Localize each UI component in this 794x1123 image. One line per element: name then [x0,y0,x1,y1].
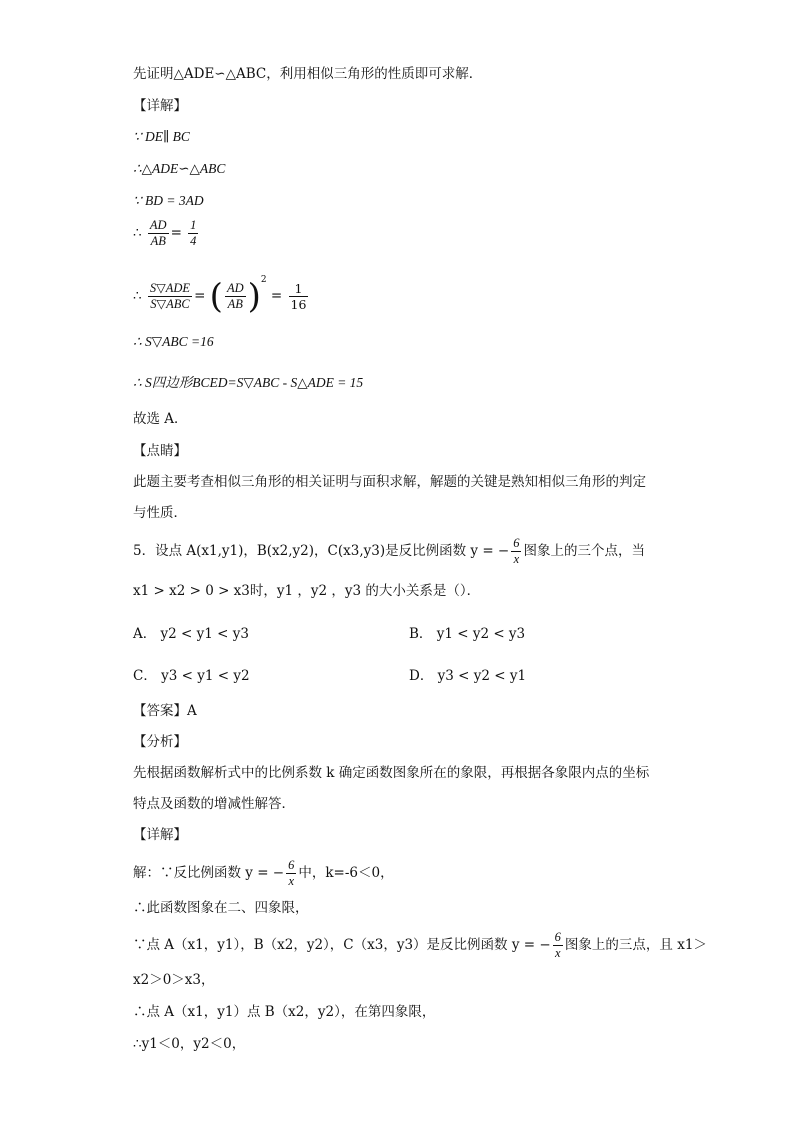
math-fraction-line: ∴ $\frac{\text{S▽ADE}}{\text{S▽ABC}}$ = ( $\frac{AD}{AB}$ )$^2$ = $\frac{1}{16}$ [133,275,307,317]
solution-line: ∴点 A（x1，y1）点 B（x2，y2），在第四象限， [133,1004,436,1020]
solution-line: ∵点 A（x1，y1），B（x2，y2），C（x3，y3）是反比例函数 y = − $\frac{6}{x}$ 图象上的三点，且 x1＞ [133,930,707,960]
question-line: x1 > x2 > 0 > x3时，y1 ，y2 ，y3 的大小关系是（）． [133,583,481,599]
question-line: 5．设点 A(x1,y1)，B(x2,y2)，C(x3,y3)是反比例函数 y = − $\frac{6}{x}$ 图象上的三个点，当 [133,536,645,566]
option-b: B． y1 < y2 < y3 [409,626,526,642]
answer-line: 【答案】A [133,703,197,719]
math-line: ∵ BD = 3AD [133,193,204,208]
section-heading: 【点睛】 [133,443,187,459]
math-fraction-line: ∴ $\frac{AD}{AB}$ = $\frac{1}{4}$ [133,218,197,248]
therefore-symbol: ∴ [133,225,142,241]
solution-line: ∴此函数图象在二、四象限， [133,900,309,916]
section-heading: 【分析】 [133,734,187,750]
fraction: $\frac{AD}{AB}$ [149,218,167,248]
text-line: 先证明△ADE∽△ABC，利用相似三角形的性质即可求解． [133,66,483,82]
text-line: 故选 A． [133,411,188,427]
option-a: A． y2 < y1 < y3 [133,626,249,642]
math-line: ∴△ADE∽△ABC [133,161,226,176]
option-d: D． y3 < y2 < y1 [409,668,527,684]
fraction: $\frac{1}{4}$ [190,218,197,248]
fraction: $\frac{6}{x}$ [288,858,295,888]
math-line: ∵ DE∥ BC [133,129,190,144]
text-line: 此题主要考查相似三角形的相关证明与面积求解，解题的关键是熟知相似三角形的判定 [133,474,646,490]
text-line: 特点及函数的增减性解答． [133,796,295,812]
solution-line: ∴y1＜0，y2＜0， [133,1036,246,1052]
section-heading: 【详解】 [133,827,187,843]
fraction: $\frac{1}{16}$ [290,281,307,312]
option-c: C． y3 < y1 < y2 [133,668,250,684]
solution-line: 解：∵反比例函数 y = − $\frac{6}{x}$ 中，k=-6＜0， [133,858,394,888]
text-line: 与性质． [133,505,187,521]
text-line: 先根据函数解析式中的比例系数 k 确定函数图象所在的象限，再根据各象限内点的坐标 [133,765,650,781]
solution-line: x2＞0＞x3， [133,972,215,988]
math-line: ∴ S▽ABC =16 [133,334,214,349]
fraction: $\frac{6}{x}$ [513,536,520,566]
fraction: $\frac{\text{S▽ADE}}{\text{S▽ABC}}$ [149,281,191,311]
fraction: $\frac{6}{x}$ [554,930,561,960]
therefore-symbol: ∴ [133,288,142,304]
section-heading: 【详解】 [133,98,187,114]
math-line: ∴ S四边形BCED=S▽ABC - S△ADE = 15 [133,375,364,390]
fraction: $\frac{AD}{AB}$ [226,281,244,311]
